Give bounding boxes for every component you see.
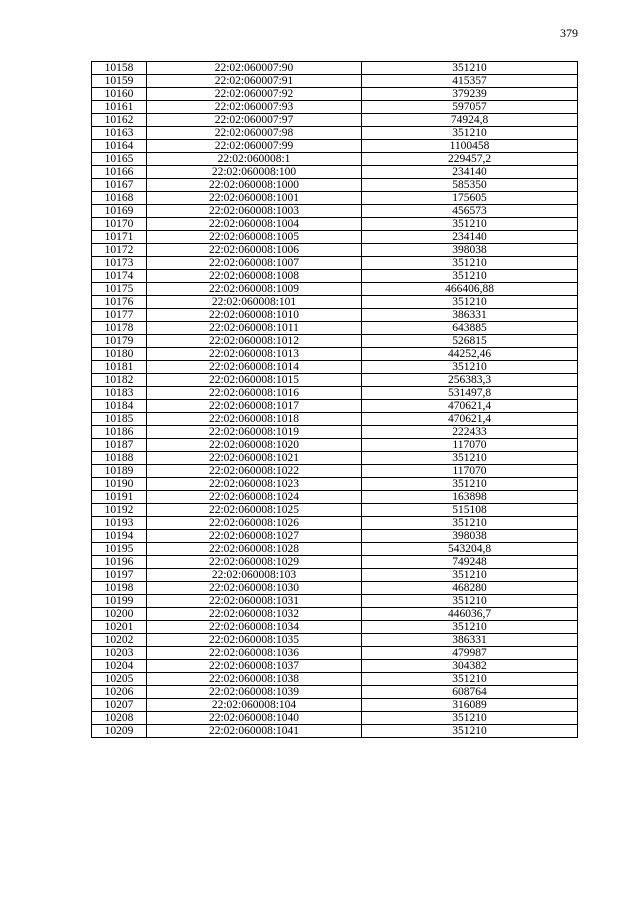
row-number-cell: 10175: [92, 283, 147, 296]
cadastral-number-cell: 22:02:060008:1016: [147, 387, 362, 400]
cadastral-number-cell: 22:02:060008:1019: [147, 426, 362, 439]
row-number-cell: 10182: [92, 374, 147, 387]
table-row: [92, 283, 578, 296]
cadastral-number-cell: 22:02:060008:1026: [147, 517, 362, 530]
cadastral-number-cell: 22:02:060008:1032: [147, 608, 362, 621]
cadastral-number-cell: 22:02:060008:1039: [147, 686, 362, 699]
cadastral-number-cell: 22:02:060008:1028: [147, 543, 362, 556]
value-cell: 351210: [362, 361, 578, 374]
value-cell: 222433: [362, 426, 578, 439]
row-number-cell: 10172: [92, 244, 147, 257]
table-row: [92, 387, 578, 400]
value-cell: 256383,3: [362, 374, 578, 387]
table-row: [92, 686, 578, 699]
table-row: [92, 504, 578, 517]
row-number-cell: 10170: [92, 218, 147, 231]
value-cell: 531497,8: [362, 387, 578, 400]
table-row: [92, 257, 578, 270]
cadastral-number-cell: 22:02:060008:1005: [147, 231, 362, 244]
table-row: [92, 127, 578, 140]
cadastral-number-cell: 22:02:060008:1029: [147, 556, 362, 569]
row-number-cell: 10174: [92, 270, 147, 283]
value-cell: 229457,2: [362, 153, 578, 166]
cadastral-number-cell: 22:02:060008:1041: [147, 725, 362, 738]
row-number-cell: 10209: [92, 725, 147, 738]
row-number-cell: 10191: [92, 491, 147, 504]
cadastral-number-cell: 22:02:060008:1031: [147, 595, 362, 608]
row-number-cell: 10161: [92, 101, 147, 114]
row-number-cell: 10167: [92, 179, 147, 192]
row-number-cell: 10166: [92, 166, 147, 179]
row-number-cell: 10190: [92, 478, 147, 491]
cadastral-number-cell: 22:02:060008:1023: [147, 478, 362, 491]
table-row: [92, 296, 578, 309]
row-number-cell: 10158: [92, 62, 147, 75]
row-number-cell: 10176: [92, 296, 147, 309]
table-row: [92, 660, 578, 673]
row-number-cell: 10199: [92, 595, 147, 608]
table-row: [92, 582, 578, 595]
value-cell: 526815: [362, 335, 578, 348]
cadastral-number-cell: 22:02:060008:1011: [147, 322, 362, 335]
row-number-cell: 10177: [92, 309, 147, 322]
value-cell: 415357: [362, 75, 578, 88]
value-cell: 117070: [362, 439, 578, 452]
table-row: [92, 88, 578, 101]
cadastral-number-cell: 22:02:060008:101: [147, 296, 362, 309]
cadastral-number-cell: 22:02:060008:1030: [147, 582, 362, 595]
value-cell: 386331: [362, 634, 578, 647]
table-row: [92, 114, 578, 127]
cadastral-number-cell: 22:02:060008:1014: [147, 361, 362, 374]
value-cell: 351210: [362, 218, 578, 231]
table-row: [92, 465, 578, 478]
row-number-cell: 10165: [92, 153, 147, 166]
table-row: [92, 491, 578, 504]
cadastral-number-cell: 22:02:060007:99: [147, 140, 362, 153]
cadastral-number-cell: 22:02:060008:1012: [147, 335, 362, 348]
row-number-cell: 10202: [92, 634, 147, 647]
cadastral-number-cell: 22:02:060008:1027: [147, 530, 362, 543]
value-cell: 398038: [362, 244, 578, 257]
table-row: [92, 101, 578, 114]
row-number-cell: 10183: [92, 387, 147, 400]
table-row: [92, 244, 578, 257]
value-cell: 175605: [362, 192, 578, 205]
table-row: [92, 140, 578, 153]
value-cell: 316089: [362, 699, 578, 712]
cadastral-number-cell: 22:02:060008:1040: [147, 712, 362, 725]
value-cell: 351210: [362, 621, 578, 634]
table-row: [92, 335, 578, 348]
value-cell: 304382: [362, 660, 578, 673]
row-number-cell: 10200: [92, 608, 147, 621]
row-number-cell: 10180: [92, 348, 147, 361]
row-number-cell: 10168: [92, 192, 147, 205]
table-row: [92, 439, 578, 452]
value-cell: 585350: [362, 179, 578, 192]
table-row: [92, 309, 578, 322]
value-cell: 643885: [362, 322, 578, 335]
value-cell: 351210: [362, 673, 578, 686]
table-row: [92, 478, 578, 491]
value-cell: 749248: [362, 556, 578, 569]
table-row: [92, 62, 578, 75]
value-cell: 351210: [362, 725, 578, 738]
value-cell: 163898: [362, 491, 578, 504]
value-cell: 74924,8: [362, 114, 578, 127]
row-number-cell: 10163: [92, 127, 147, 140]
row-number-cell: 10160: [92, 88, 147, 101]
cadastral-number-cell: 22:02:060007:97: [147, 114, 362, 127]
cadastral-number-cell: 22:02:060008:1010: [147, 309, 362, 322]
row-number-cell: 10164: [92, 140, 147, 153]
cadastral-number-cell: 22:02:060008:1017: [147, 400, 362, 413]
table-body: [92, 62, 578, 738]
row-number-cell: 10181: [92, 361, 147, 374]
table-row: [92, 517, 578, 530]
table-row: [92, 270, 578, 283]
table-row: [92, 361, 578, 374]
value-cell: 470621,4: [362, 400, 578, 413]
table-row: [92, 452, 578, 465]
cadastral-number-cell: 22:02:060007:98: [147, 127, 362, 140]
value-cell: 515108: [362, 504, 578, 517]
table-row: [92, 543, 578, 556]
cadastral-number-cell: 22:02:060008:1013: [147, 348, 362, 361]
row-number-cell: 10206: [92, 686, 147, 699]
value-cell: 351210: [362, 62, 578, 75]
cadastral-number-cell: 22:02:060008:1009: [147, 283, 362, 296]
table-row: [92, 569, 578, 582]
cadastral-number-cell: 22:02:060008:1: [147, 153, 362, 166]
value-cell: 351210: [362, 569, 578, 582]
table-row: [92, 179, 578, 192]
value-cell: 1100458: [362, 140, 578, 153]
table-row: [92, 374, 578, 387]
value-cell: 351210: [362, 452, 578, 465]
value-cell: 351210: [362, 127, 578, 140]
cadastral-number-cell: 22:02:060008:100: [147, 166, 362, 179]
cadastral-number-cell: 22:02:060007:90: [147, 62, 362, 75]
cadastral-number-cell: 22:02:060008:1024: [147, 491, 362, 504]
cadastral-number-cell: 22:02:060008:1021: [147, 452, 362, 465]
value-cell: 398038: [362, 530, 578, 543]
value-cell: 234140: [362, 231, 578, 244]
table-row: [92, 673, 578, 686]
cadastral-number-cell: 22:02:060008:1035: [147, 634, 362, 647]
cadastral-number-cell: 22:02:060007:93: [147, 101, 362, 114]
cadastral-number-cell: 22:02:060008:1004: [147, 218, 362, 231]
cadastral-number-cell: 22:02:060008:1037: [147, 660, 362, 673]
row-number-cell: 10171: [92, 231, 147, 244]
row-number-cell: 10179: [92, 335, 147, 348]
row-number-cell: 10193: [92, 517, 147, 530]
row-number-cell: 10201: [92, 621, 147, 634]
table-row: [92, 205, 578, 218]
cadastral-number-cell: 22:02:060008:1020: [147, 439, 362, 452]
row-number-cell: 10208: [92, 712, 147, 725]
value-cell: 466406,88: [362, 283, 578, 296]
row-number-cell: 10173: [92, 257, 147, 270]
row-number-cell: 10187: [92, 439, 147, 452]
row-number-cell: 10196: [92, 556, 147, 569]
cadastral-number-cell: 22:02:060008:1036: [147, 647, 362, 660]
table-row: [92, 218, 578, 231]
value-cell: 351210: [362, 478, 578, 491]
value-cell: 44252,46: [362, 348, 578, 361]
value-cell: 234140: [362, 166, 578, 179]
value-cell: 597057: [362, 101, 578, 114]
cadastral-number-cell: 22:02:060008:1006: [147, 244, 362, 257]
page-number: 379: [560, 26, 578, 40]
table-row: [92, 712, 578, 725]
row-number-cell: 10184: [92, 400, 147, 413]
value-cell: 468280: [362, 582, 578, 595]
value-cell: 351210: [362, 712, 578, 725]
value-cell: 543204,8: [362, 543, 578, 556]
row-number-cell: 10178: [92, 322, 147, 335]
row-number-cell: 10185: [92, 413, 147, 426]
table-row: [92, 322, 578, 335]
value-cell: 351210: [362, 257, 578, 270]
cadastral-number-cell: 22:02:060008:1034: [147, 621, 362, 634]
cadastral-number-cell: 22:02:060008:1007: [147, 257, 362, 270]
row-number-cell: 10205: [92, 673, 147, 686]
value-cell: 470621,4: [362, 413, 578, 426]
row-number-cell: 10159: [92, 75, 147, 88]
row-number-cell: 10189: [92, 465, 147, 478]
table-row: [92, 699, 578, 712]
cadastral-number-cell: 22:02:060008:1022: [147, 465, 362, 478]
table-row: [92, 530, 578, 543]
cadastral-number-cell: 22:02:060008:1001: [147, 192, 362, 205]
value-cell: 351210: [362, 296, 578, 309]
row-number-cell: 10192: [92, 504, 147, 517]
table-row: [92, 608, 578, 621]
table-row: [92, 400, 578, 413]
cadastral-number-cell: 22:02:060008:103: [147, 569, 362, 582]
row-number-cell: 10198: [92, 582, 147, 595]
cadastral-number-cell: 22:02:060007:91: [147, 75, 362, 88]
cadastral-number-cell: 22:02:060008:1015: [147, 374, 362, 387]
table-row: [92, 413, 578, 426]
table-row: [92, 621, 578, 634]
row-number-cell: 10162: [92, 114, 147, 127]
cadastral-number-cell: 22:02:060008:1008: [147, 270, 362, 283]
cadastral-number-cell: 22:02:060008:1025: [147, 504, 362, 517]
row-number-cell: 10195: [92, 543, 147, 556]
table-row: [92, 634, 578, 647]
row-number-cell: 10188: [92, 452, 147, 465]
cadastral-number-cell: 22:02:060008:1000: [147, 179, 362, 192]
value-cell: 117070: [362, 465, 578, 478]
row-number-cell: 10197: [92, 569, 147, 582]
table-row: [92, 192, 578, 205]
row-number-cell: 10204: [92, 660, 147, 673]
table-row: [92, 556, 578, 569]
table-row: [92, 426, 578, 439]
data-table: [91, 61, 578, 738]
table-row: [92, 231, 578, 244]
row-number-cell: 10207: [92, 699, 147, 712]
table-row: [92, 725, 578, 738]
value-cell: 386331: [362, 309, 578, 322]
cadastral-number-cell: 22:02:060008:1038: [147, 673, 362, 686]
value-cell: 456573: [362, 205, 578, 218]
value-cell: 446036,7: [362, 608, 578, 621]
value-cell: 351210: [362, 270, 578, 283]
cadastral-number-cell: 22:02:060008:104: [147, 699, 362, 712]
row-number-cell: 10186: [92, 426, 147, 439]
row-number-cell: 10169: [92, 205, 147, 218]
value-cell: 379239: [362, 88, 578, 101]
table-row: [92, 153, 578, 166]
table-row: [92, 595, 578, 608]
cadastral-number-cell: 22:02:060008:1018: [147, 413, 362, 426]
table-row: [92, 75, 578, 88]
table-row: [92, 647, 578, 660]
value-cell: 351210: [362, 517, 578, 530]
value-cell: 608764: [362, 686, 578, 699]
row-number-cell: 10203: [92, 647, 147, 660]
table-row: [92, 166, 578, 179]
cadastral-number-cell: 22:02:060007:92: [147, 88, 362, 101]
cadastral-number-cell: 22:02:060008:1003: [147, 205, 362, 218]
value-cell: 479987: [362, 647, 578, 660]
table-row: [92, 348, 578, 361]
value-cell: 351210: [362, 595, 578, 608]
row-number-cell: 10194: [92, 530, 147, 543]
